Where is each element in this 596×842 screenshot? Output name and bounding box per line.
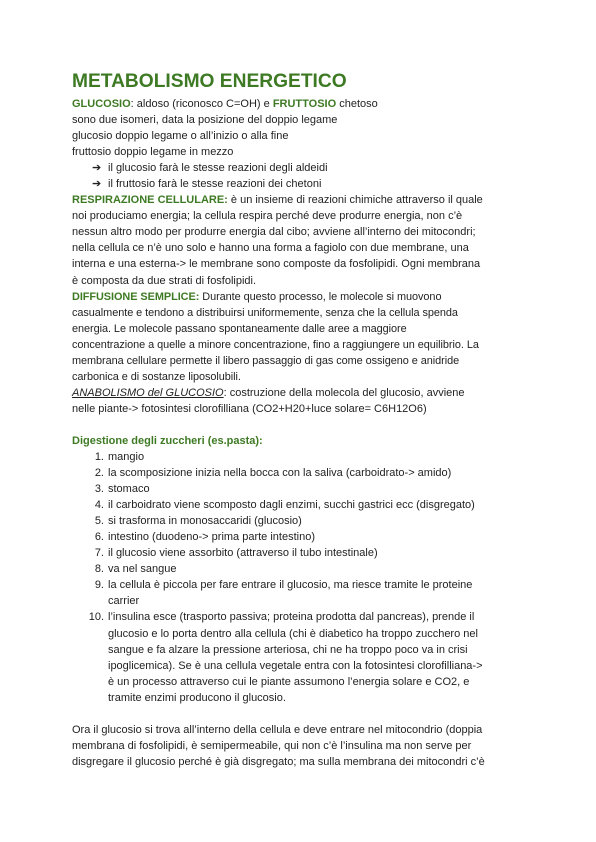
list-item-number: 7. [94, 547, 104, 560]
diffusione-line: carbonica e di sostanze liposolubili. [72, 370, 241, 383]
digestione-list-item [72, 465, 524, 481]
digestione-list-item [72, 609, 524, 705]
respirazione-line: nessun altro modo per produrre energia dal cibo; avviene all’interno dei mitocondri; [72, 226, 476, 239]
diffusione-line [72, 289, 524, 305]
glucosio-line: fruttosio doppio legame in mezzo [72, 146, 234, 159]
glucosio-bullet-list [72, 160, 524, 192]
anabolismo-line [72, 385, 524, 401]
diffusione-section [72, 289, 524, 385]
list-item-text: ipoglicemica). Se è una cellula vegetale entra con la fotosintesi clorofilliana-> [108, 659, 483, 672]
list-item-number: 9. [94, 579, 104, 592]
anabolismo-line: nelle piante-> fotosintesi clorofilliana (CO2+H20+luce solare= C6H12O6) [72, 402, 427, 415]
list-item-text: il glucosio viene assorbito (attraverso il tubo intestinale) [108, 547, 378, 560]
glucosio-bullet [72, 160, 524, 176]
list-item-number: 10. [88, 611, 104, 624]
list-item-text: intestino (duodeno-> prima parte intestino) [108, 531, 315, 544]
glucosio-text: : aldoso (riconosco C=OH) e [130, 98, 273, 110]
respirazione-line: nella cellula ce n’è uno solo e hanno una forma a fagiolo con due membrane, una [72, 242, 469, 255]
diffusione-text: Durante questo processo, le molecole si muovono [199, 290, 442, 303]
fruttosio-label: FRUTTOSIO [272, 98, 337, 110]
list-item-number: 2. [94, 467, 104, 480]
glucosio-bullet-text: il glucosio farà le stesse reazioni degli aldeidi [108, 162, 328, 175]
list-item-number: 4. [94, 499, 104, 512]
list-item-number: 6. [94, 531, 104, 544]
digestione-list-item [72, 545, 524, 561]
diffusione-line: casualmente e tendono a distribuirsi uniformemente, senza che la cellula spenda [72, 306, 458, 319]
glucosio-line: sono due isomeri, data la posizione del doppio legame [72, 114, 338, 127]
closing-line: membrana di fosfolipidi, è semipermeabile, qui non c’è l’insulina ma non serve per [72, 739, 472, 752]
glucosio-bullet-text: il fruttosio farà le stesse reazioni dei chetoni [108, 178, 322, 191]
document-content [72, 70, 524, 770]
list-item-text: la cellula è piccola per fare entrare il glucosio, ma riesce tramite le proteine [108, 579, 473, 592]
digestione-list-item [72, 513, 524, 529]
respirazione-line: interna e una esterna-> le membrane sono composte da fosfolipidi. Ogni membrana [72, 258, 481, 271]
digestione-list [72, 449, 524, 706]
respirazione-line [72, 192, 524, 208]
list-item-text: il carboidrato viene scomposto dagli enzimi, succhi gastrici ecc (disgregato) [108, 499, 475, 512]
list-item-number: 3. [94, 483, 104, 496]
arrow-icon: ➔ [92, 178, 102, 191]
fruttosio-text: chetoso [336, 98, 378, 110]
digestione-list-item [72, 497, 524, 513]
list-item-text: si trasforma in monosaccaridi (glucosio) [108, 515, 302, 528]
digestione-list-item [72, 529, 524, 545]
list-item-text: la scomposizione inizia nella bocca con la saliva (carboidrato-> amido) [108, 467, 452, 480]
respirazione-text: è un insieme di reazioni chimiche attraverso il quale [227, 194, 483, 207]
diffusione-line: energia. Le molecole passano spontaneamente dalle aree a maggiore [72, 322, 407, 335]
blank-line [72, 417, 524, 433]
anabolismo-label: ANABOLISMO del GLUCOSIO [72, 386, 224, 399]
blank-line [72, 706, 524, 722]
glucosio-label: GLUCOSIO [72, 98, 131, 110]
list-item-text: va nel sangue [108, 563, 177, 576]
list-item-number: 5. [94, 515, 104, 528]
diffusione-line: concentrazione a quelle a minore concentrazione, fino a raggiungere un equilibrio. La [72, 338, 479, 351]
respirazione-line: noi produciamo energia; la cellula respira perché deve produrre energia, non c’è [72, 210, 463, 223]
closing-line: Ora il glucosio si trova all’interno della cellula e deve entrare nel mitocondrio (doppia [72, 723, 483, 736]
list-item-text: glucosio e lo porta dentro alla cellula (chi è diabetico ha troppo zucchero nel [108, 627, 478, 640]
respirazione-line: è composta da due strati di fosfolipidi. [72, 274, 257, 287]
glucosio-intro [72, 96, 524, 112]
diffusione-line: membrana cellulare permette il libero passaggio di gas come ossigeno e anidride [72, 354, 460, 367]
anabolismo-text: : costruzione della molecola del glucosio, avviene [223, 386, 465, 399]
digestione-heading: Digestione degli zuccheri (es.pasta): [72, 434, 263, 447]
digestione-list-item [72, 449, 524, 465]
list-item-text: l’insulina esce (trasporto passiva; proteina prodotta dal pancreas), prende il [108, 611, 475, 624]
digestione-list-item [72, 577, 524, 609]
list-item-text: tramite enzimi producono il glucosio. [108, 691, 286, 704]
digestione-list-item [72, 561, 524, 577]
glucosio-bullet [72, 176, 524, 192]
list-item-text: stomaco [108, 483, 150, 496]
list-item-text: è un processo attraverso cui le piante assumono l’energia solare e CO2, e [108, 675, 470, 688]
list-item-text: mangio [108, 450, 145, 463]
page-title: METABOLISMO ENERGETICO [72, 71, 347, 92]
list-item-number: 1. [94, 450, 104, 463]
respirazione-label: RESPIRAZIONE CELLULARE: [72, 194, 228, 207]
digestione-list-item [72, 481, 524, 497]
list-item-text: carrier [108, 595, 140, 608]
list-item-number: 8. [94, 563, 104, 576]
arrow-icon: ➔ [92, 162, 102, 175]
glucosio-line: glucosio doppio legame o all’inizio o alla fine [72, 130, 289, 143]
closing-line: disgregare il glucosio perché è già disgregato; ma sulla membrana dei mitocondri c’è [72, 755, 485, 768]
diffusione-label: DIFFUSIONE SEMPLICE: [72, 290, 200, 303]
list-item-text: sangue e fa alzare la pressione arteriosa, chi ne ha troppo poco va in crisi [108, 643, 468, 656]
